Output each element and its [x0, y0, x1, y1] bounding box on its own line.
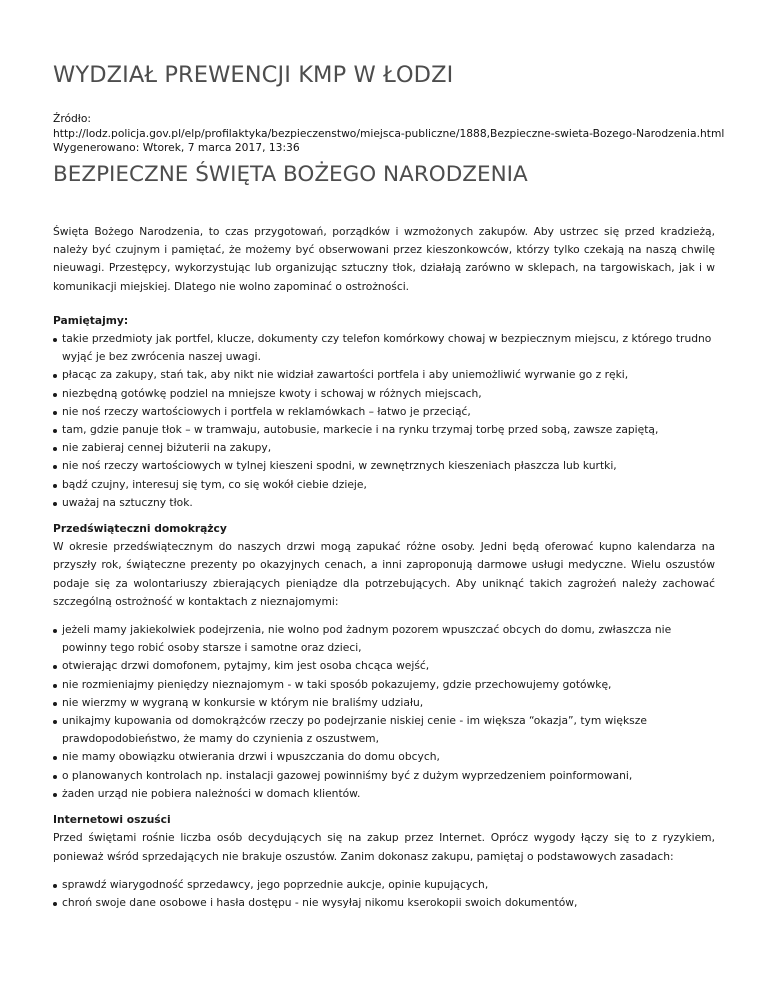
list-item: nie wierzmy w wygraną w konkursie w którym nie braliśmy udziału,: [53, 694, 715, 712]
list-item: sprawdź wiarygodność sprzedawcy, jego poprzednie aukcje, opinie kupujących,: [53, 876, 715, 894]
list-item: otwierając drzwi domofonem, pytajmy, kim jest osoba chcąca wejść,: [53, 657, 715, 675]
list-item: nie mamy obowiązku otwierania drzwi i wpuszczania do domu obcych,: [53, 748, 715, 766]
source-url: http://lodz.policja.gov.pl/elp/profilaktyka/bezpieczenstwo/miejsca-publiczne/1888,Bezpieczne-swieta-Bozego-Narodzenia.html: [53, 126, 725, 140]
article-body: [53, 223, 715, 920]
list-item: nie zabieraj cennej biżuterii na zakupy,: [53, 439, 715, 457]
list-item: jeżeli mamy jakiekolwiek podejrzenia, nie wolno pod żadnym pozorem wpuszczać obcych do domu, zwłaszcza nie powinny tego robić osoby starsze i samotne oraz dzieci,: [53, 621, 715, 657]
generated-timestamp: Wygenerowano: Wtorek, 7 marca 2017, 13:36: [53, 141, 300, 154]
internet-list: [53, 876, 715, 912]
site-title: WYDZIAŁ PREWENCJI KMP W ŁODZI: [53, 62, 454, 88]
section-heading-internet-fraudsters: Internetowi oszuści: [53, 813, 171, 827]
list-item: chroń swoje dane osobowe i hasła dostępu - nie wysyłaj nikomu kserokopii swoich dokumentów,: [53, 894, 715, 912]
internet-paragraph: Przed świętami rośnie liczba osób decydujących się na zakup przez Internet. Oprócz wygody łączy się to z ryzykiem, ponieważ wśród sprzedających nie brakuje oszustów. Zanim dokonasz zakupu, pamiętaj o podstawowych zasadach:: [53, 831, 715, 863]
list-item: nie rozmieniajmy pieniędzy nieznajomym - w taki sposób pokazujemy, gdzie przechowujemy gotówkę,: [53, 676, 715, 694]
list-item: unikajmy kupowania od domokrążców rzeczy po podejrzanie niskiej cenie - im większa “okazja”, tym większe prawdopodobieństwo, że mamy do czynienia z oszustwem,: [53, 712, 715, 748]
list-item: o planowanych kontrolach np. instalacji gazowej powinniśmy być z dużym wyprzedzeniem poinformowani,: [53, 767, 715, 785]
list-item: bądź czujny, interesuj się tym, co się wokół ciebie dzieje,: [53, 476, 715, 494]
remember-list: [53, 330, 715, 512]
list-item: uważaj na sztuczny tłok.: [53, 494, 715, 512]
list-item: tam, gdzie panuje tłok – w tramwaju, autobusie, markecie i na rynku trzymaj torbę przed sobą, zawsze zapiętą,: [53, 421, 715, 439]
door-to-door-list: [53, 621, 715, 803]
list-item: takie przedmioty jak portfel, klucze, dokumenty czy telefon komórkowy chowaj w bezpiecznym miejscu, z którego trudno wyjąć je bez zwrócenia naszej uwagi.: [53, 330, 715, 366]
source-label: Źródło:: [53, 112, 91, 125]
door-to-door-paragraph: W okresie przedświątecznym do naszych drzwi mogą zapukać różne osoby. Jedni będą oferować kupno kalendarza na przyszły rok, świąteczne prezenty po okazyjnych cenach, a inni zaproponują darmowe usługi medyczne. Wielu oszustów podaje się za wolontariuszy zbierających pieniądze dla potrzebujących. Aby uniknąć takich zagrożeń należy zachować szczególną ostrożność w kontaktach z nieznajomymi:: [53, 540, 715, 608]
article-title: BEZPIECZNE ŚWIĘTA BOŻEGO NARODZENIA: [53, 162, 528, 187]
list-item: płacąc za zakupy, stań tak, aby nikt nie widział zawartości portfela i aby uniemożliwić wyrwanie go z ręki,: [53, 366, 715, 384]
list-item: nie noś rzeczy wartościowych i portfela w reklamówkach – łatwo je przeciąć,: [53, 403, 715, 421]
document-meta: [53, 112, 724, 156]
section-heading-remember: Pamiętajmy:: [53, 313, 129, 327]
list-item: niezbędną gotówkę podziel na mniejsze kwoty i schowaj w różnych miejscach,: [53, 385, 715, 403]
section-heading-door-to-door: Przedświąteczni domokrążcy: [53, 522, 227, 536]
list-item: nie noś rzeczy wartościowych w tylnej kieszeni spodni, w zewnętrznych kieszeniach płaszcza lub kurtki,: [53, 457, 715, 475]
intro-paragraph: Święta Bożego Narodzenia, to czas przygotowań, porządków i wzmożonych zakupów. Aby ustrzec się przed kradzieżą, należy być czujnym i pamiętać, że możemy być obserwowani przez kieszonkowców, którzy tylko czekają na naszą chwilę nieuwagi. Przestępcy, wykorzystując lub organizując sztuczny tłok, działają zarówno w sklepach, na targowiskach, jak i w komunikacji miejskiej. Dlatego nie wolno zapominać o ostrożności.: [53, 225, 715, 293]
list-item: żaden urząd nie pobiera należności w domach klientów.: [53, 785, 715, 803]
